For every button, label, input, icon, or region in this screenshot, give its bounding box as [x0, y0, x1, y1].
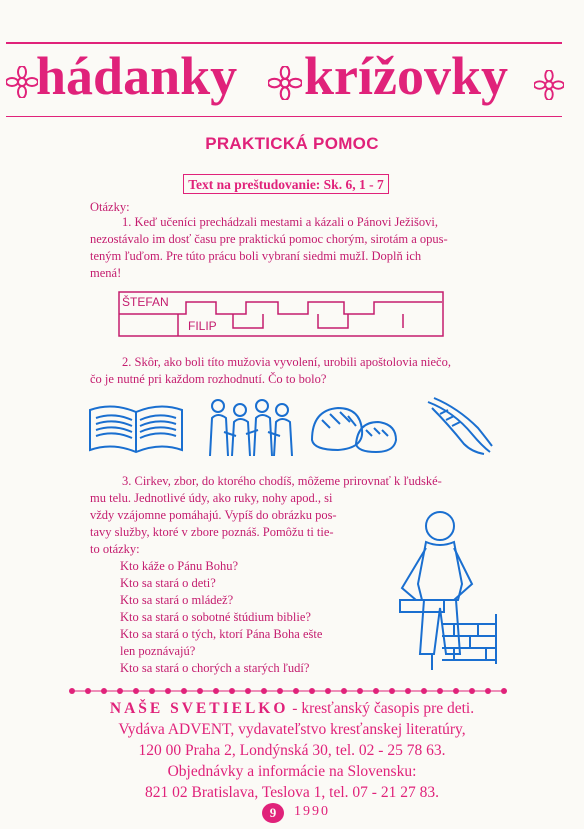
masthead-bottom-rule — [6, 116, 562, 117]
page-number: 9 — [269, 805, 277, 820]
worker-icon — [362, 504, 502, 674]
question-2-line-2: čo je nutné pri každom rozhodnutí. Čo to bolo? — [90, 372, 327, 386]
footer-line-5: 821 02 Bratislava, Teslova 1, tel. 07 - 21 27 83. — [145, 784, 439, 801]
question-3-sub-7: Kto sa stará o chorých a starých ľudí? — [120, 661, 310, 675]
footer-line-1 — [0, 699, 584, 718]
footer-line-3: 120 00 Praha 2, Londýnská 30, tel. 02 - 25 78 63. — [138, 742, 446, 759]
question-1-line-4: mená! — [90, 266, 122, 280]
question-3-line-3: vždy vzájomne pomáhajú. Vypíš do obrázku pos- — [90, 508, 337, 522]
magazine-tagline: - kresťanský časopis pre deti. — [288, 700, 475, 717]
page-number-badge — [262, 803, 284, 823]
question-3-sub-4: Kto sa stará o sobotné štúdium biblie? — [120, 610, 311, 624]
questions-label: Otázky: — [90, 200, 130, 214]
question-3-line-2: mu telu. Jednotlivé údy, ako ruky, nohy apod., si — [90, 491, 333, 505]
masthead — [0, 36, 564, 116]
question-1-line-2: nezostávalo im dosť času pre praktickú pomoc chorým, sirotám a opus- — [90, 232, 448, 246]
question-3-line-1: 3. Cirkev, zbor, do ktorého chodíš, môžeme prirovnať k ľudské- — [122, 474, 442, 488]
question-3-sub-6: len poznávajú? — [120, 644, 196, 658]
flower-ornament-icon — [534, 70, 564, 100]
question-1-line-3: teným ľuďom. Pre túto prácu boli vybraní siedmi mužI. Doplň ich — [90, 249, 422, 263]
question-1-line-1: 1. Keď učeníci prechádzali mestami a kázali o Pánovi Ježišovi, — [122, 215, 438, 229]
question-2-line-1: 2. Skôr, ako boli títo mužovia vyvolení, urobili apoštolovia niečo, — [122, 355, 451, 369]
flower-ornament-icon — [6, 66, 38, 98]
question-3-line-4: tavy služby, ktoré v zbore poznáš. Pomôžu ti tie- — [90, 525, 334, 539]
year: 1990 — [294, 804, 330, 819]
question-3-sub-2: Kto sa stará o deti? — [120, 576, 216, 590]
book-icon — [86, 398, 186, 458]
question-3-sub-5: Kto sa stará o tých, ktorí Pána Boha ešte — [120, 627, 323, 641]
praying-hands-icon — [424, 394, 494, 456]
bread-icon — [308, 400, 400, 456]
grid-name-stefan: ŠTEFAN — [122, 295, 169, 309]
masthead-word-krizovky: krížovky — [304, 46, 509, 106]
page-title: PRAKTICKÁ POMOC — [205, 134, 379, 153]
names-grid — [118, 288, 458, 340]
footer-line-2: Vydáva ADVENT, vydavateľstvo kresťanskej literatúry, — [118, 721, 466, 738]
decorative-chain-divider — [68, 686, 508, 696]
question-3-line-5: to otázky: — [90, 542, 140, 556]
question-3-sub-1: Kto káže o Pánu Bohu? — [120, 559, 239, 573]
people-praying-icon — [204, 396, 296, 458]
footer-line-4: Objednávky a informácie na Slovensku: — [167, 763, 417, 780]
flower-ornament-icon — [268, 66, 302, 100]
masthead-word-hadanky: hádanky — [36, 46, 238, 106]
study-reference-box: Text na preštudovanie: Sk. 6, 1 - 7 — [183, 174, 389, 194]
grid-name-filip: FILIP — [188, 319, 217, 333]
question-3-sub-3: Kto sa stará o mládež? — [120, 593, 234, 607]
magazine-name: NAŠE SVETIELKO — [109, 700, 289, 717]
